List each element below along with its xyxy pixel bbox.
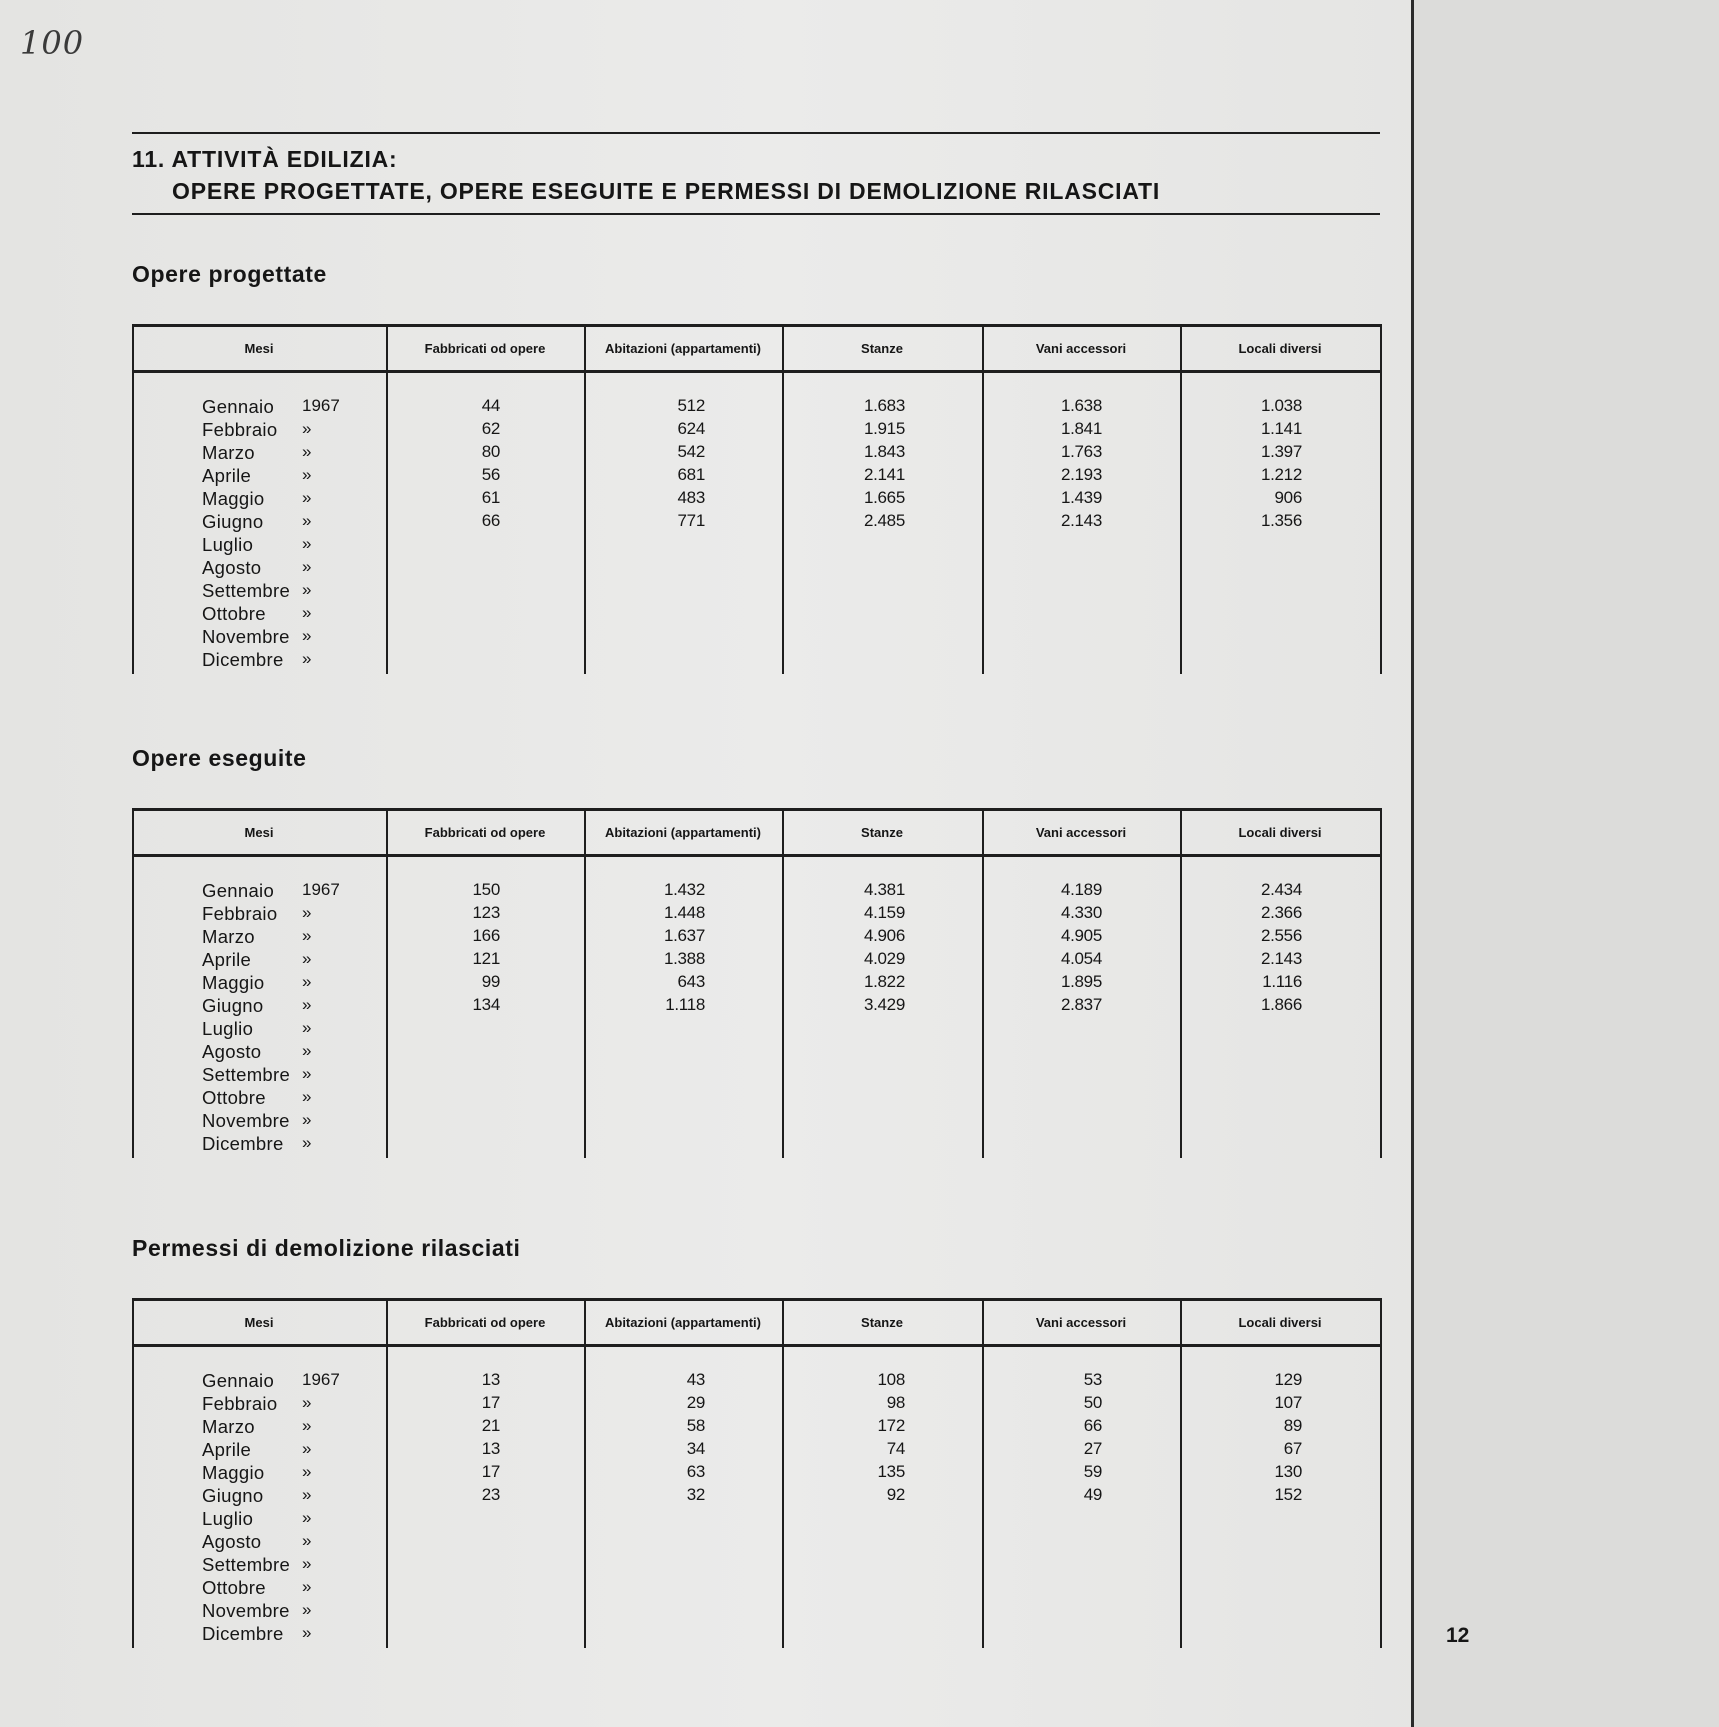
column-header: Abitazioni (appartamenti) — [604, 825, 761, 840]
month-label: Giugno — [202, 511, 264, 532]
year-label: » — [302, 488, 312, 507]
table-row — [132, 1485, 1382, 1508]
cell-abitazioni: 34 — [686, 1439, 705, 1458]
table-row — [132, 1370, 1382, 1393]
cell-stanze: 1.683 — [863, 396, 905, 415]
section-title-permessi-demolizione: Permessi di demolizione rilasciati — [132, 1235, 521, 1261]
cell-vani-accessori: 4.054 — [1060, 949, 1102, 968]
year-label: » — [302, 1485, 312, 1504]
cell-abitazioni: 32 — [686, 1485, 705, 1504]
cell-fabbricati: 166 — [472, 926, 500, 945]
column-header: Mesi — [244, 341, 274, 356]
table-row — [132, 926, 1382, 949]
cell-stanze: 4.029 — [863, 949, 905, 968]
month-label: Agosto — [202, 557, 262, 578]
month-label: Settembre — [202, 1064, 291, 1085]
month-label: Ottobre — [202, 1577, 266, 1598]
cell-locali-diversi: 152 — [1274, 1485, 1302, 1504]
cell-abitazioni: 483 — [677, 488, 705, 507]
cell-locali-diversi: 129 — [1274, 1370, 1302, 1389]
table-row — [132, 649, 1382, 672]
cell-fabbricati: 56 — [481, 465, 500, 484]
cell-locali-diversi: 1.212 — [1260, 465, 1302, 484]
table-row — [132, 1600, 1382, 1623]
table-row — [132, 580, 1382, 603]
table-row — [132, 488, 1382, 511]
cell-abitazioni: 58 — [686, 1416, 705, 1435]
cell-abitazioni: 542 — [677, 442, 705, 461]
cell-locali-diversi: 89 — [1283, 1416, 1302, 1435]
month-label: Febbraio — [202, 1393, 278, 1414]
cell-abitazioni: 29 — [686, 1393, 705, 1412]
month-label: Novembre — [202, 626, 290, 647]
cell-stanze: 1.665 — [863, 488, 905, 507]
cell-abitazioni: 512 — [677, 396, 705, 415]
month-label: Ottobre — [202, 1087, 266, 1108]
year-label: » — [302, 995, 312, 1014]
year-label: » — [302, 1554, 312, 1573]
cell-abitazioni: 1.637 — [663, 926, 705, 945]
month-label: Settembre — [202, 1554, 291, 1575]
table-row — [132, 626, 1382, 649]
cell-fabbricati: 80 — [481, 442, 500, 461]
title-line-2: OPERE PROGETTATE, OPERE ESEGUITE E PERMESSI DI DEMOLIZIONE RILASCIATI — [172, 178, 1161, 204]
month-label: Maggio — [202, 488, 265, 509]
table-row — [132, 1508, 1382, 1531]
year-label: » — [302, 1600, 312, 1619]
cell-abitazioni: 43 — [686, 1370, 705, 1389]
cell-vani-accessori: 53 — [1083, 1370, 1102, 1389]
cell-stanze: 4.159 — [863, 903, 905, 922]
cell-abitazioni: 1.432 — [663, 880, 705, 899]
column-header: Mesi — [244, 825, 274, 840]
cell-fabbricati: 17 — [481, 1462, 500, 1481]
month-label: Aprile — [202, 465, 252, 486]
table-row — [132, 511, 1382, 534]
cell-fabbricati: 61 — [481, 488, 500, 507]
month-label: Dicembre — [202, 1623, 284, 1644]
table-row — [132, 1577, 1382, 1600]
table-permessi-demolizione — [132, 1298, 1382, 1648]
cell-locali-diversi: 1.356 — [1260, 511, 1302, 530]
cell-stanze: 1.822 — [863, 972, 905, 991]
cell-vani-accessori: 1.841 — [1060, 419, 1102, 438]
year-label: » — [302, 1623, 312, 1642]
column-header: Abitazioni (appartamenti) — [604, 1315, 761, 1330]
year-label: 1967 — [302, 1370, 340, 1389]
table-header-rule — [132, 1344, 1382, 1347]
month-label: Febbraio — [202, 419, 278, 440]
cell-fabbricati: 17 — [481, 1393, 500, 1412]
cell-vani-accessori: 49 — [1083, 1485, 1102, 1504]
cell-fabbricati: 13 — [481, 1439, 500, 1458]
column-header: Fabbricati od opere — [424, 1315, 546, 1330]
page-number: 12 — [1446, 1624, 1470, 1647]
cell-abitazioni: 63 — [686, 1462, 705, 1481]
cell-vani-accessori: 1.895 — [1060, 972, 1102, 991]
month-label: Gennaio — [202, 396, 275, 417]
table-row — [132, 419, 1382, 442]
table-header-rule — [132, 370, 1382, 373]
year-label: » — [302, 1508, 312, 1527]
year-label: » — [302, 972, 312, 991]
handwritten-page-number: 100 — [20, 24, 85, 62]
cell-vani-accessori: 27 — [1083, 1439, 1102, 1458]
table-row — [132, 1439, 1382, 1462]
month-label: Novembre — [202, 1110, 290, 1131]
month-label: Luglio — [202, 1018, 254, 1039]
cell-locali-diversi: 1.397 — [1260, 442, 1302, 461]
month-label: Marzo — [202, 926, 255, 947]
cell-fabbricati: 121 — [472, 949, 500, 968]
month-label: Novembre — [202, 1600, 290, 1621]
year-label: » — [302, 1064, 312, 1083]
year-label: 1967 — [302, 880, 340, 899]
year-label: » — [302, 442, 312, 461]
column-header: Abitazioni (appartamenti) — [604, 341, 761, 356]
table-row — [132, 465, 1382, 488]
cell-stanze: 135 — [877, 1462, 905, 1481]
cell-vani-accessori: 4.330 — [1060, 903, 1102, 922]
cell-stanze: 92 — [886, 1485, 905, 1504]
cell-vani-accessori: 66 — [1083, 1416, 1102, 1435]
year-label: » — [302, 1087, 312, 1106]
cell-locali-diversi: 1.866 — [1260, 995, 1302, 1014]
column-header: Vani accessori — [1035, 1315, 1127, 1330]
column-header: Vani accessori — [1035, 341, 1127, 356]
cell-vani-accessori: 1.439 — [1060, 488, 1102, 507]
cell-stanze: 1.915 — [863, 419, 905, 438]
table-row — [132, 396, 1382, 419]
column-header: Locali diversi — [1238, 825, 1322, 840]
month-label: Gennaio — [202, 1370, 275, 1391]
table-row — [132, 1554, 1382, 1577]
cell-fabbricati: 66 — [481, 511, 500, 530]
table-opere-progettate — [132, 324, 1382, 674]
table-row — [132, 534, 1382, 557]
cell-fabbricati: 99 — [481, 972, 500, 991]
cell-vani-accessori: 4.189 — [1060, 880, 1102, 899]
year-label: » — [302, 1393, 312, 1412]
cell-stanze: 2.141 — [863, 465, 905, 484]
cell-stanze: 2.485 — [863, 511, 905, 530]
column-header: Fabbricati od opere — [424, 825, 546, 840]
cell-fabbricati: 13 — [481, 1370, 500, 1389]
table-row — [132, 1531, 1382, 1554]
cell-stanze: 74 — [886, 1439, 905, 1458]
year-label: » — [302, 1416, 312, 1435]
cell-stanze: 108 — [877, 1370, 905, 1389]
cell-locali-diversi: 130 — [1274, 1462, 1302, 1481]
cell-abitazioni: 1.118 — [665, 995, 705, 1014]
cell-locali-diversi: 2.556 — [1260, 926, 1302, 945]
table-row — [132, 995, 1382, 1018]
binding-fold-line — [1411, 0, 1414, 1727]
month-label: Aprile — [202, 1439, 252, 1460]
month-label: Ottobre — [202, 603, 266, 624]
month-label: Dicembre — [202, 649, 284, 670]
table-row — [132, 1018, 1382, 1041]
column-header: Stanze — [861, 1315, 903, 1330]
cell-abitazioni: 1.448 — [663, 903, 705, 922]
year-label: » — [302, 1110, 312, 1129]
table-row — [132, 1087, 1382, 1110]
column-header: Locali diversi — [1238, 1315, 1322, 1330]
table-row — [132, 1133, 1382, 1156]
table-row — [132, 1462, 1382, 1485]
month-label: Dicembre — [202, 1133, 284, 1154]
year-label: » — [302, 1577, 312, 1596]
table-row — [132, 1110, 1382, 1133]
cell-abitazioni: 643 — [677, 972, 705, 991]
cell-fabbricati: 44 — [481, 396, 500, 415]
cell-vani-accessori: 50 — [1083, 1393, 1102, 1412]
cell-stanze: 98 — [886, 1393, 905, 1412]
section-title-opere-progettate: Opere progettate — [132, 261, 327, 287]
month-label: Gennaio — [202, 880, 275, 901]
cell-vani-accessori: 2.193 — [1060, 465, 1102, 484]
month-label: Agosto — [202, 1531, 262, 1552]
year-label: » — [302, 626, 312, 645]
table-row — [132, 972, 1382, 995]
adjacent-page-strip — [1414, 0, 1719, 1727]
year-label: 1967 — [302, 396, 340, 415]
year-label: » — [302, 1041, 312, 1060]
table-row — [132, 1623, 1382, 1646]
column-header: Mesi — [244, 1315, 274, 1330]
year-label: » — [302, 465, 312, 484]
cell-stanze: 172 — [877, 1416, 905, 1435]
cell-locali-diversi: 1.141 — [1260, 419, 1302, 438]
cell-fabbricati: 62 — [481, 419, 500, 438]
table-header-rule — [132, 854, 1382, 857]
table-row — [132, 880, 1382, 903]
month-label: Maggio — [202, 1462, 265, 1483]
table-row — [132, 1064, 1382, 1087]
title-top-rule — [132, 132, 1380, 134]
cell-abitazioni: 624 — [677, 419, 705, 438]
month-label: Settembre — [202, 580, 291, 601]
year-label: » — [302, 949, 312, 968]
cell-fabbricati: 21 — [481, 1416, 500, 1435]
cell-locali-diversi: 1.116 — [1262, 972, 1302, 991]
month-label: Marzo — [202, 442, 255, 463]
year-label: » — [302, 557, 312, 576]
year-label: » — [302, 1133, 312, 1152]
cell-locali-diversi: 67 — [1283, 1439, 1302, 1458]
cell-locali-diversi: 906 — [1274, 488, 1302, 507]
month-label: Luglio — [202, 1508, 254, 1529]
cell-vani-accessori: 2.837 — [1060, 995, 1102, 1014]
cell-stanze: 4.906 — [863, 926, 905, 945]
month-label: Giugno — [202, 1485, 264, 1506]
year-label: » — [302, 1018, 312, 1037]
title-line-1: 11. ATTIVITÀ EDILIZIA: — [132, 146, 398, 172]
month-label: Giugno — [202, 995, 264, 1016]
year-label: » — [302, 603, 312, 622]
table-row — [132, 1041, 1382, 1064]
cell-vani-accessori: 59 — [1083, 1462, 1102, 1481]
month-label: Luglio — [202, 534, 254, 555]
cell-locali-diversi: 2.143 — [1260, 949, 1302, 968]
cell-vani-accessori: 1.763 — [1060, 442, 1102, 461]
year-label: » — [302, 1531, 312, 1550]
cell-locali-diversi: 107 — [1274, 1393, 1302, 1412]
table-opere-eseguite — [132, 808, 1382, 1158]
year-label: » — [302, 419, 312, 438]
table-row — [132, 949, 1382, 972]
year-label: » — [302, 1462, 312, 1481]
cell-fabbricati: 123 — [472, 903, 500, 922]
cell-stanze: 1.843 — [863, 442, 905, 461]
year-label: » — [302, 649, 312, 668]
table-row — [132, 603, 1382, 626]
section-title-opere-eseguite: Opere eseguite — [132, 745, 307, 771]
month-label: Marzo — [202, 1416, 255, 1437]
table-row — [132, 557, 1382, 580]
cell-locali-diversi: 1.038 — [1260, 396, 1302, 415]
cell-vani-accessori: 4.905 — [1060, 926, 1102, 945]
month-label: Maggio — [202, 972, 265, 993]
year-label: » — [302, 926, 312, 945]
year-label: » — [302, 511, 312, 530]
month-label: Aprile — [202, 949, 252, 970]
cell-locali-diversi: 2.434 — [1260, 880, 1302, 899]
year-label: » — [302, 1439, 312, 1458]
year-label: » — [302, 534, 312, 553]
table-row — [132, 1416, 1382, 1439]
column-header: Stanze — [861, 341, 903, 356]
cell-stanze: 3.429 — [863, 995, 905, 1014]
column-header: Fabbricati od opere — [424, 341, 546, 356]
cell-vani-accessori: 1.638 — [1060, 396, 1102, 415]
year-label: » — [302, 580, 312, 599]
title-bottom-rule — [132, 213, 1380, 215]
cell-fabbricati: 134 — [472, 995, 500, 1014]
cell-locali-diversi: 2.366 — [1260, 903, 1302, 922]
column-header: Stanze — [861, 825, 903, 840]
cell-fabbricati: 150 — [472, 880, 500, 899]
year-label: » — [302, 903, 312, 922]
cell-fabbricati: 23 — [481, 1485, 500, 1504]
cell-abitazioni: 771 — [677, 511, 705, 530]
table-row — [132, 442, 1382, 465]
column-header: Locali diversi — [1238, 341, 1322, 356]
table-row — [132, 1393, 1382, 1416]
cell-abitazioni: 1.388 — [663, 949, 705, 968]
column-header: Vani accessori — [1035, 825, 1127, 840]
table-row — [132, 903, 1382, 926]
month-label: Febbraio — [202, 903, 278, 924]
month-label: Agosto — [202, 1041, 262, 1062]
cell-stanze: 4.381 — [863, 880, 905, 899]
cell-vani-accessori: 2.143 — [1060, 511, 1102, 530]
cell-abitazioni: 681 — [677, 465, 705, 484]
